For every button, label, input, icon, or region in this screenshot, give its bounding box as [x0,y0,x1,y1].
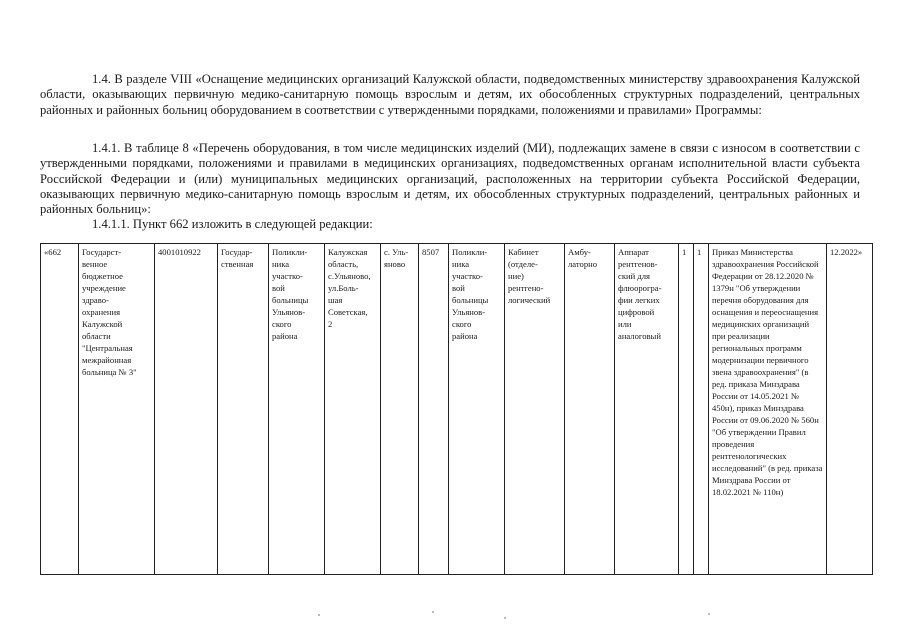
cell-inn: 4001010922 [155,244,218,575]
cell-number: «662 [41,244,79,575]
paragraph-1-4-1-1: 1.4.1.1. Пункт 662 изложить в следующей редакции: [92,217,373,231]
equipment-table [40,243,873,575]
cell-date: 12.2022» [827,244,873,575]
cell-ownership: Государ- ственная [218,244,269,575]
scan-dot [432,611,434,613]
cell-quantity-1: 1 [679,244,694,575]
cell-locality: с. Уль- яново [381,244,419,575]
table-row [41,244,873,575]
cell-department: Кабинет (отделе- ние) рентгено- логический [505,244,565,575]
cell-regulation: Приказ Министерства здравоохранения Российской Федерации от 28.12.2020 № 1379н "Об утверждении перечня оборудования для оснащения и переоснащения медицинских организаций при реализации региональных программ модернизации первичного звена здравоохранения" (в ред. приказа Минздрава России от 14.05.2021 № 450н), приказ Минздрава России от 09.06.2020 № 560н "Об утверждении Правил проведения рентгенологических исследований" (в ред. приказа Минздрава России от 18.02.2021 № 110н) [709,244,827,575]
cell-quantity-2: 1 [694,244,709,575]
paragraph-1-4-1: 1.4.1. В таблице 8 «Перечень оборудования, в том числе медицинских изделий (МИ), подлежащих замене в связи с износом в соответствии с утвержденными порядками, положениями и правилами в медицинских организациях, подведомственных органам исполнительной власти субъекта Российской Федерации и (или) муниципальных медицинских организаций, расположенных на территории субъекта Российской Федерации, оказывающих первичную медико-санитарную помощь взрослым и детям, их обособленных структурных подразделений, центральных районных и районных больниц»: [40,141,860,217]
paragraph-1-4: 1.4. В разделе VIII «Оснащение медицинских организаций Калужской области, подведомственных министерству здравоохранения Калужской области, оказывающих первичную медико-санитарную помощь взрослым и детям, их обособленных структурных подразделений, центральных районных и районных больниц оборудованием в соответствии с утвержденными порядками, положениями и правилами» Программы: [40,72,860,117]
cell-organization: Государст- венное бюджетное учреждение здраво- охранения Калужской области "Центральная межрайонная больница № 3" [79,244,155,575]
cell-equipment: Аппарат рентгенов- ский для флюорогра- фии легких цифровой или аналоговый [615,244,679,575]
scan-dot [504,617,506,619]
scan-noise [0,608,905,628]
cell-subdivision: Поликли- ника участко- вой больницы Ульянов- ского района [269,244,325,575]
cell-care-conditions: Амбу- латорно [565,244,615,575]
cell-code: 8507 [419,244,449,575]
scan-dot [318,614,320,616]
scan-dot [708,613,710,615]
cell-unit: Поликли- ника участко- вой больницы Ульянов- ского района [449,244,505,575]
cell-address: Калужская область, с.Ульяново, ул.Боль- шая Советская, 2 [325,244,381,575]
